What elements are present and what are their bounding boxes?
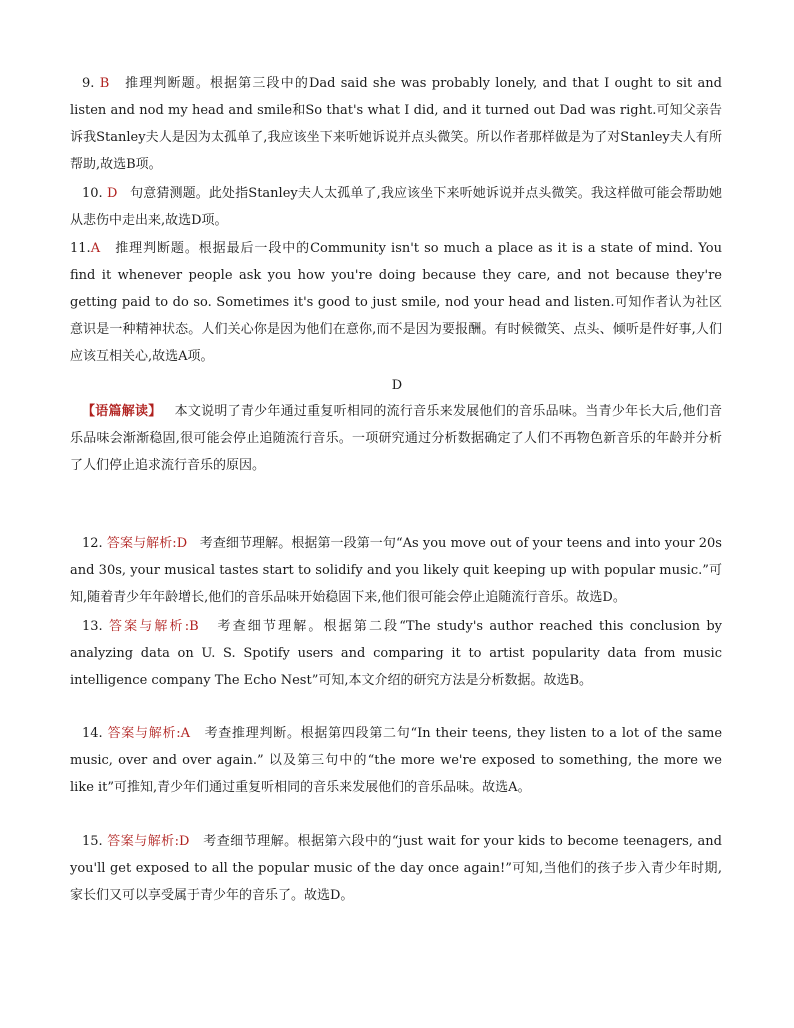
answer-explanation: 考查推理判断。根据第四段第二句“In their teens, they listen to a lot of the same music, over and over again.” 以及第三句中的“the more we're exposed to something, the more we like it”可推知,青少年们通过重复听相同的音乐来发展他们的音乐品味。故选A。 xyxy=(70,726,723,795)
answer-choice: D xyxy=(176,536,188,551)
answer-number: 15. xyxy=(82,834,103,849)
item-9 xyxy=(70,70,722,178)
answer-choice: B xyxy=(189,619,199,634)
answer-explanation: 考查细节理解。根据第二段“The study's author reached this conclusion by analyzing data on U. S. Spotify users and comparing it to artist popularity data from music intelligence company The Echo Nest”可知,本文介绍的研究方法是分析数据。故选B。 xyxy=(70,619,722,688)
passage-text: 本文说明了青少年通过重复听相同的流行音乐来发展他们的音乐品味。当青少年长大后,他们音乐品味会渐渐稳固,很可能会停止追随流行音乐。一项研究通过分析数据确定了人们不再物色新音乐的年龄并分析了人们停止追求流行音乐的原因。 xyxy=(70,404,722,473)
answer-choice: D xyxy=(179,834,190,849)
answer-13 xyxy=(70,613,722,694)
item-explanation: 句意猜测题。此处指Stanley夫人太孤单了,我应该坐下来听她诉说并点头微笑。我这样做可能会帮助她从悲伤中走出来,故选D项。 xyxy=(70,186,722,228)
answer-12 xyxy=(70,530,722,611)
item-explanation: 推理判断题。根据最后一段中的Community isn't so much a place as it is a state of mind. You find it whenever people ask you how you're doing because they care, and not because they're getting paid to do so. Sometimes it's good to just smile, nod your head and listen.可知作者认为社区意识是一种精神状态。人们关心你是因为他们在意你,而不是因为要报酬。有时候微笑、点头、倾听是件好事,人们应该互相关心,故选A项。 xyxy=(70,241,722,364)
item-answer: D xyxy=(106,186,118,201)
passage-interpretation xyxy=(70,398,722,479)
item-11 xyxy=(70,235,722,370)
answer-label: 答案与解析: xyxy=(107,726,181,741)
answer-label: 答案与解析: xyxy=(108,619,190,634)
answer-number: 14. xyxy=(82,726,103,741)
passage-label: 【语篇解读】 xyxy=(82,404,162,419)
section-letter: D xyxy=(391,378,403,393)
item-number: 11. xyxy=(70,241,91,256)
item-number: 9. xyxy=(82,76,95,91)
answer-14 xyxy=(70,720,722,801)
answer-explanation: 考查细节理解。根据第一段第一句“As you move out of your teens and into your 20s and 30s, your musical tastes start to solidify and you likely quit keeping up with popular music.”可知,随着青少年年龄增长,他们的音乐品味开始稳固下来,他们很可能会停止追随流行音乐。故选D。 xyxy=(70,536,722,605)
item-answer: A xyxy=(90,241,101,256)
item-number: 10. xyxy=(82,186,103,201)
answer-explanation: 考查细节理解。根据第六段中的“just wait for your kids to become teenagers, and you'll get exposed to all the popular music of the day once again!”可知,当他们的孩子步入青少年时期,家长们又可以享受属于青少年的音乐了。故选D。 xyxy=(70,834,722,903)
item-10 xyxy=(70,180,722,234)
item-answer: B xyxy=(99,76,110,91)
answer-number: 13. xyxy=(82,619,103,634)
answer-choice: A xyxy=(180,726,190,741)
answer-15 xyxy=(70,828,722,909)
answer-label: 答案与解析: xyxy=(107,834,180,849)
answer-label: 答案与解析: xyxy=(106,536,177,551)
answer-number: 12. xyxy=(82,536,103,551)
item-explanation: 推理判断题。根据第三段中的Dad said she was probably lonely, and that I ought to sit and listen and nod my head and smile和So that's what I did, and it turned out Dad was right.可知父亲告诉我Stanley夫人是因为太孤单了,我应该坐下来听她诉说并点头微笑。所以作者那样做是为了对Stanley夫人有所帮助,故选B项。 xyxy=(70,76,722,172)
